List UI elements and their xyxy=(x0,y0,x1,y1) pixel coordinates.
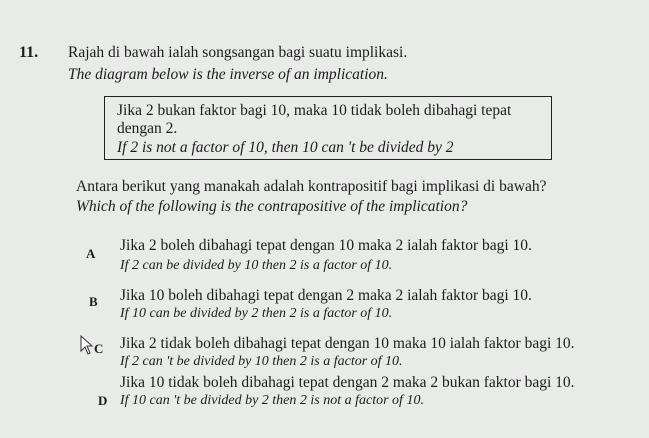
option-c-english[interactable]: If 2 can 't be divided by 10 then 2 is a factor of 10. xyxy=(120,354,403,369)
option-a-malay[interactable]: Jika 2 boleh dibahagi tepat dengan 10 maka 2 ialah faktor bagi 10. xyxy=(120,237,532,254)
inverse-line-english: If 2 is not a factor of 10, then 10 can 't be divided by 2 xyxy=(117,139,454,156)
option-b-letter[interactable]: B xyxy=(89,294,98,309)
option-c-malay[interactable]: Jika 2 tidak boleh dibahagi tepat dengan 10 maka 10 ialah faktor bagi 10. xyxy=(120,335,575,352)
option-d-malay[interactable]: Jika 10 tidak boleh dibahagi tepat dengan 2 maka 2 bukan faktor bagi 10. xyxy=(120,374,575,391)
inverse-line-2: dengan 2. xyxy=(117,120,178,137)
prompt-malay: Antara berikut yang manakah adalah kontrapositif bagi implikasi di bawah? xyxy=(76,178,547,195)
prompt-english: Which of the following is the contrapositive of the implication? xyxy=(76,198,468,215)
question-stem-english: The diagram below is the inverse of an implication. xyxy=(68,66,388,83)
mouse-pointer-icon xyxy=(80,335,94,355)
option-a-letter[interactable]: A xyxy=(86,246,96,261)
option-c-letter[interactable]: C xyxy=(94,341,104,356)
option-b-english[interactable]: If 10 can be divided by 2 then 2 is a factor of 10. xyxy=(120,306,393,321)
option-d-english[interactable]: If 10 can 't be divided by 2 then 2 is not a factor of 10. xyxy=(120,393,424,408)
option-d-letter[interactable]: D xyxy=(98,393,108,408)
option-a-english[interactable]: If 2 can be divided by 10 then 2 is a factor of 10. xyxy=(120,258,393,273)
inverse-statement-box xyxy=(104,96,552,160)
question-stem-malay: Rajah di bawah ialah songsangan bagi suatu implikasi. xyxy=(68,44,408,61)
question-number: 11. xyxy=(19,44,39,61)
option-b-malay[interactable]: Jika 10 boleh dibahagi tepat dengan 2 maka 2 ialah faktor bagi 10. xyxy=(120,287,532,304)
inverse-line-1: Jika 2 bukan faktor bagi 10, maka 10 tidak boleh dibahagi tepat xyxy=(117,102,512,119)
